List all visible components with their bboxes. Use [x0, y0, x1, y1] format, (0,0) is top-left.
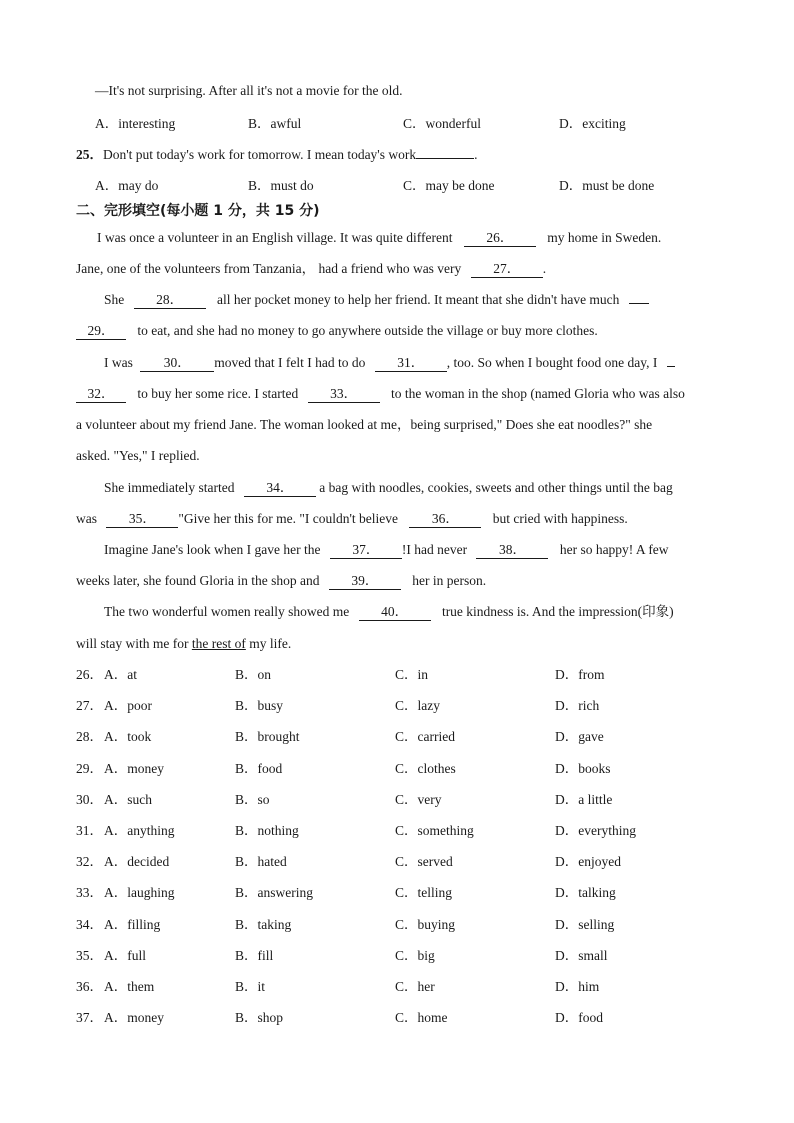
question-number: 31． — [76, 823, 103, 838]
question-option-c: C．something — [395, 823, 474, 838]
question-option-d: D．him — [555, 979, 600, 994]
question-option-c: C．very — [395, 792, 442, 807]
question-option-d: D．everything — [555, 823, 636, 838]
passage-line-5 — [104, 354, 675, 372]
passage-line-7: a volunteer about my friend Jane. The woman looked at me，being surprised," Does she eat noodles?" she — [76, 417, 653, 432]
passage-text: Imagine Jane's look when I gave her the — [104, 542, 321, 557]
question-option-d: D．talking — [555, 885, 616, 900]
passage-text: I was once a volunteer in an English village. It was quite different — [97, 230, 453, 245]
passage-text: true kindness is. And the impression(印象) — [441, 604, 674, 619]
question-option-b: B．hated — [235, 854, 287, 869]
question-number: 35． — [76, 948, 103, 963]
q24-option-c: C．wonderful — [403, 116, 481, 131]
question-option-a: A．money — [104, 1010, 164, 1025]
question-option-d: D．rich — [555, 698, 600, 713]
q24-option-d: D．exciting — [559, 116, 626, 131]
question-number: 32． — [76, 854, 103, 869]
blank-30: 30． — [140, 355, 214, 372]
question-option-b: B．fill — [235, 948, 274, 963]
blank-29: 29． — [76, 323, 126, 340]
blank-33: 33． — [308, 386, 380, 403]
blank-28: 28． — [134, 292, 206, 309]
blank-27: 27． — [471, 261, 543, 278]
question-option-a: A．took — [104, 729, 152, 744]
question-number: 36． — [76, 979, 103, 994]
passage-text: . — [542, 261, 547, 276]
blank-36: 36． — [409, 511, 481, 528]
question-number: 34． — [76, 917, 103, 932]
question-option-b: B．it — [235, 979, 266, 994]
blank-38: 38． — [476, 542, 548, 559]
q25-number: 25． — [76, 147, 103, 162]
question-option-c: C．buying — [395, 917, 456, 932]
passage-text: my home in Sweden. — [547, 230, 662, 245]
passage-line-2 — [76, 260, 546, 278]
question-option-b: B．shop — [235, 1010, 284, 1025]
question-option-b: B．food — [235, 761, 283, 776]
passage-text: moved that I felt I had to do — [214, 355, 366, 370]
question-option-c: C．served — [395, 854, 453, 869]
question-option-d: D．food — [555, 1010, 603, 1025]
question-option-b: B．brought — [235, 729, 300, 744]
question-option-a: A．poor — [104, 698, 152, 713]
question-option-a: A．at — [104, 667, 137, 682]
question-option-d: D．a little — [555, 792, 613, 807]
passage-text: my life. — [245, 636, 292, 651]
blank-40: 40． — [359, 604, 431, 621]
question-number: 27． — [76, 698, 103, 713]
passage-text: "Give her this for me. "I couldn't believe — [178, 511, 399, 526]
blank-32: 32． — [76, 386, 126, 403]
passage-line-10 — [76, 510, 628, 528]
q24-reply: —It's not surprising. After all it's not a movie for the old. — [95, 83, 403, 98]
passage-text: She — [104, 292, 125, 307]
blank-32-start — [667, 366, 675, 367]
passage-text: to buy her some rice. I started — [137, 386, 299, 401]
q25-option-b: B．must do — [248, 178, 314, 193]
passage-text: The two wonderful women really showed me — [104, 604, 350, 619]
q24-option-a: A．interesting — [95, 116, 176, 131]
question-number: 33． — [76, 885, 103, 900]
passage-text: her in person. — [412, 573, 487, 588]
passage-line-1 — [97, 229, 661, 247]
blank-39: 39． — [329, 573, 401, 590]
question-option-b: B．nothing — [235, 823, 299, 838]
question-option-a: A．laughing — [104, 885, 175, 900]
blank-34: 34． — [244, 480, 316, 497]
question-option-a: A．money — [104, 761, 164, 776]
passage-line-4 — [76, 322, 598, 340]
blank-31: 31． — [375, 355, 447, 372]
underlined-phrase: the rest of — [191, 636, 246, 651]
question-option-d: D．enjoyed — [555, 854, 621, 869]
passage-text: will stay with me for — [76, 636, 192, 651]
question-option-b: B．busy — [235, 698, 284, 713]
passage-text: her so happy! A few — [559, 542, 669, 557]
passage-text: was — [76, 511, 97, 526]
blank-26: 26． — [464, 230, 536, 247]
passage-text: weeks later, she found Gloria in the shop and — [76, 573, 320, 588]
passage-text: She immediately started — [104, 480, 235, 495]
question-option-c: C．in — [395, 667, 429, 682]
question-option-a: A．full — [104, 948, 146, 963]
question-option-d: D．small — [555, 948, 608, 963]
question-option-a: A．anything — [104, 823, 175, 838]
passage-line-6 — [76, 385, 685, 403]
q25-option-d: D．must be done — [559, 178, 655, 193]
section-heading: 二、完形填空(每小题 1 分，共 15 分) — [76, 203, 320, 219]
question-number: 28． — [76, 729, 103, 744]
q25-stem: Don't put today's work for tomorrow. I mean today's work — [103, 147, 417, 162]
question-option-c: C．big — [395, 948, 435, 963]
passage-text: Jane, one of the volunteers from Tanzania， had a friend who was very — [76, 261, 462, 276]
passage-line-11 — [104, 541, 669, 559]
question-option-d: D．selling — [555, 917, 615, 932]
question-number: 30． — [76, 792, 103, 807]
q25-option-c: C．may be done — [403, 178, 495, 193]
passage-text: a bag with noodles, cookies, sweets and other things until the bag — [319, 480, 673, 495]
passage-text: I was — [104, 355, 133, 370]
question-option-c: C．lazy — [395, 698, 440, 713]
passage-line-14 — [76, 635, 291, 653]
question-option-d: D．from — [555, 667, 605, 682]
question-option-d: D．gave — [555, 729, 604, 744]
passage-line-9 — [104, 479, 673, 497]
question-option-c: C．clothes — [395, 761, 456, 776]
question-option-c: C．carried — [395, 729, 455, 744]
passage-text: to eat, and she had no money to go anywhere outside the village or buy more clothes. — [137, 323, 598, 338]
passage-line-3 — [104, 291, 649, 309]
question-option-a: A．them — [104, 979, 155, 994]
question-option-b: B．taking — [235, 917, 292, 932]
passage-text: !I had never — [401, 542, 468, 557]
passage-text: but cried with happiness. — [492, 511, 628, 526]
question-number: 26． — [76, 667, 103, 682]
question-option-d: D．books — [555, 761, 611, 776]
blank-37: 37． — [330, 542, 402, 559]
question-option-b: B．answering — [235, 885, 313, 900]
passage-line-8: asked. "Yes," I replied. — [76, 448, 200, 463]
question-option-a: A．such — [104, 792, 152, 807]
q25-option-a: A．may do — [95, 178, 159, 193]
q25-stem-line — [76, 146, 478, 164]
passage-line-12 — [76, 572, 486, 590]
blank-29-start — [629, 303, 649, 304]
question-option-a: A．filling — [104, 917, 161, 932]
question-option-b: B．on — [235, 667, 272, 682]
question-option-c: C．her — [395, 979, 435, 994]
question-option-c: C．home — [395, 1010, 448, 1025]
blank-35: 35． — [106, 511, 178, 528]
passage-text: to the woman in the shop (named Gloria who was also — [390, 386, 685, 401]
passage-text: all her pocket money to help her friend. It meant that she didn't have much — [217, 292, 620, 307]
passage-line-13 — [104, 603, 674, 621]
question-option-b: B．so — [235, 792, 270, 807]
question-number: 37． — [76, 1010, 103, 1025]
question-option-a: A．decided — [104, 854, 170, 869]
question-option-c: C．telling — [395, 885, 452, 900]
q25-end: . — [474, 147, 478, 162]
question-number: 29． — [76, 761, 103, 776]
q24-option-b: B．awful — [248, 116, 302, 131]
q25-blank — [416, 158, 474, 159]
passage-text: , too. So when I bought food one day, I — [446, 355, 658, 370]
